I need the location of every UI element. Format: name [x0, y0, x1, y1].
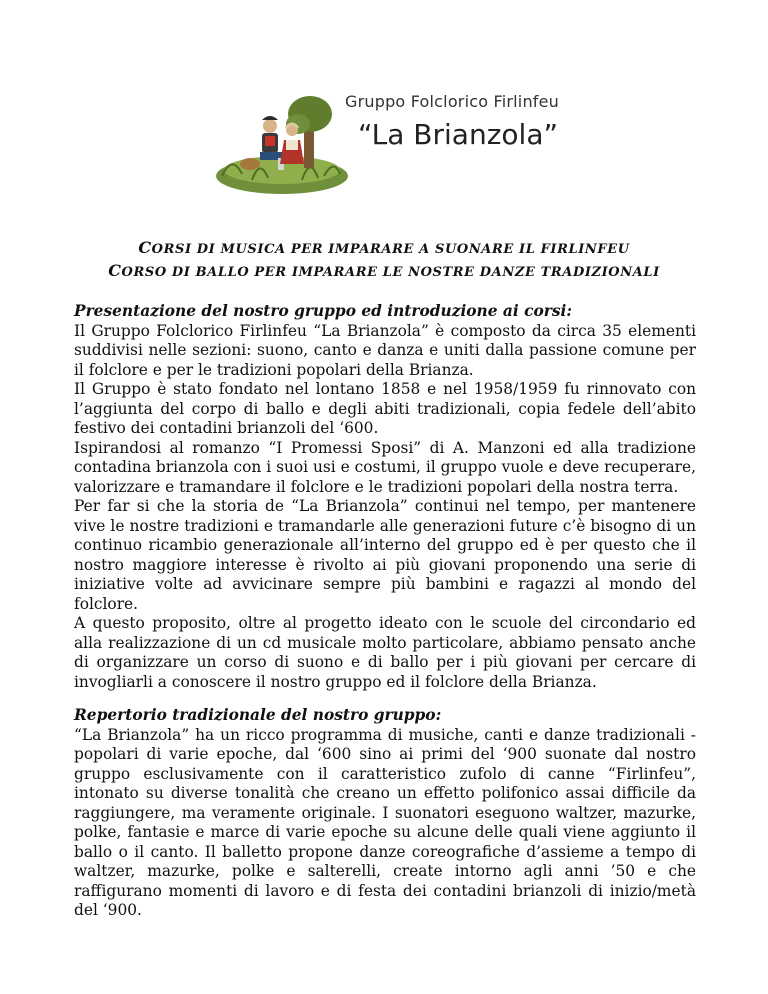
- section-title: Repertorio tradizionale del nostro gruppo:: [74, 706, 442, 724]
- group-name: Gruppo Folclorico Firlinfeu: [345, 92, 560, 111]
- document-header: [0, 0, 768, 200]
- section-presentation: [74, 302, 696, 692]
- dance-course-heading: CORSO DI BALLO PER IMPARARE LE NOSTRE DANZE TRADIZIONALI: [108, 261, 660, 280]
- section-repertoire: [74, 706, 696, 921]
- paragraph: “La Brianzola” ha un ricco programma di musiche, canti e danze tradizionali - popolari di varie epoche, dal ‘600 sino ai primi del ‘900 suonate dal nostro gruppo esclusivamente con il caratteristico zufolo di canne “Firlinfeu”, intonato su diverse tonalità che creano un effetto polifonico assai difficile da raggiungere, ma veramente originale. I suonatori eseguono waltzer, mazurke, polke, fantasie e marce di varie epoche su alcune delle quali viene aggiunto il ballo o il canto. Il balletto propone danze coreografiche d’assieme a tempo di waltzer, mazurke, polke e salterelli, create intorno agli anni ’50 e che raffigurano momenti di lavoro e di festa dei contadini brianzoli di inizio/metà del ‘900.: [74, 725, 696, 919]
- section-title: Presentazione del nostro gruppo ed introduzione ai corsi:: [74, 302, 573, 320]
- document-body: [74, 302, 696, 921]
- paragraph: Il Gruppo è stato fondato nel lontano 1858 e nel 1958/1959 fu rinnovato con l’aggiunta del corpo di ballo e degli abiti tradizionali, copia fedele dell’abito festivo dei contadini brianzoli del ‘600.: [74, 380, 696, 437]
- paragraph: Il Gruppo Folclorico Firlinfeu “La Brianzola” è composto da circa 35 elementi suddivisi nelle sezioni: suono, canto e danza e uniti dalla passione comune per il folclore e per le tradizioni popolari della Brianza.: [74, 321, 696, 379]
- folk-dancers-logo: [212, 84, 350, 196]
- group-title: “La Brianzola”: [358, 118, 558, 151]
- music-course-heading: CORSI DI MUSICA PER IMPARARE A SUONARE IL FIRLINFEU: [138, 238, 630, 257]
- paragraph: A questo proposito, oltre al progetto ideato con le scuole del circondario ed alla realizzazione di un cd musicale molto particolare, abbiamo pensato anche di organizzare un corso di suono e di ballo per i più giovani per cercare di invogliarli a conoscere il nostro gruppo ed il folclore della Brianza.: [74, 614, 696, 691]
- paragraph: Per far si che la storia de “La Brianzola” continui nel tempo, per mantenere vive le nostre tradizioni e tramandarle alle generazioni future c’è bisogno di un continuo ricambio generazionale all’interno del gruppo ed è per questo che il nostro maggiore interesse è rivolto ai più giovani proponendo una serie di iniziative volte ad avvicinare sempre più bambini e ragazzi al mondo del folclore.: [74, 497, 696, 613]
- course-headings: [0, 237, 768, 283]
- paragraph: Ispirandosi al romanzo “I Promessi Sposi” di A. Manzoni ed alla tradizione contadina brianzola con i suoi usi e costumi, il gruppo vuole e deve recuperare, valorizzare e tramandare il folclore e le tradizioni popolari della nostra terra.: [74, 438, 696, 496]
- section-spacer: [74, 692, 696, 706]
